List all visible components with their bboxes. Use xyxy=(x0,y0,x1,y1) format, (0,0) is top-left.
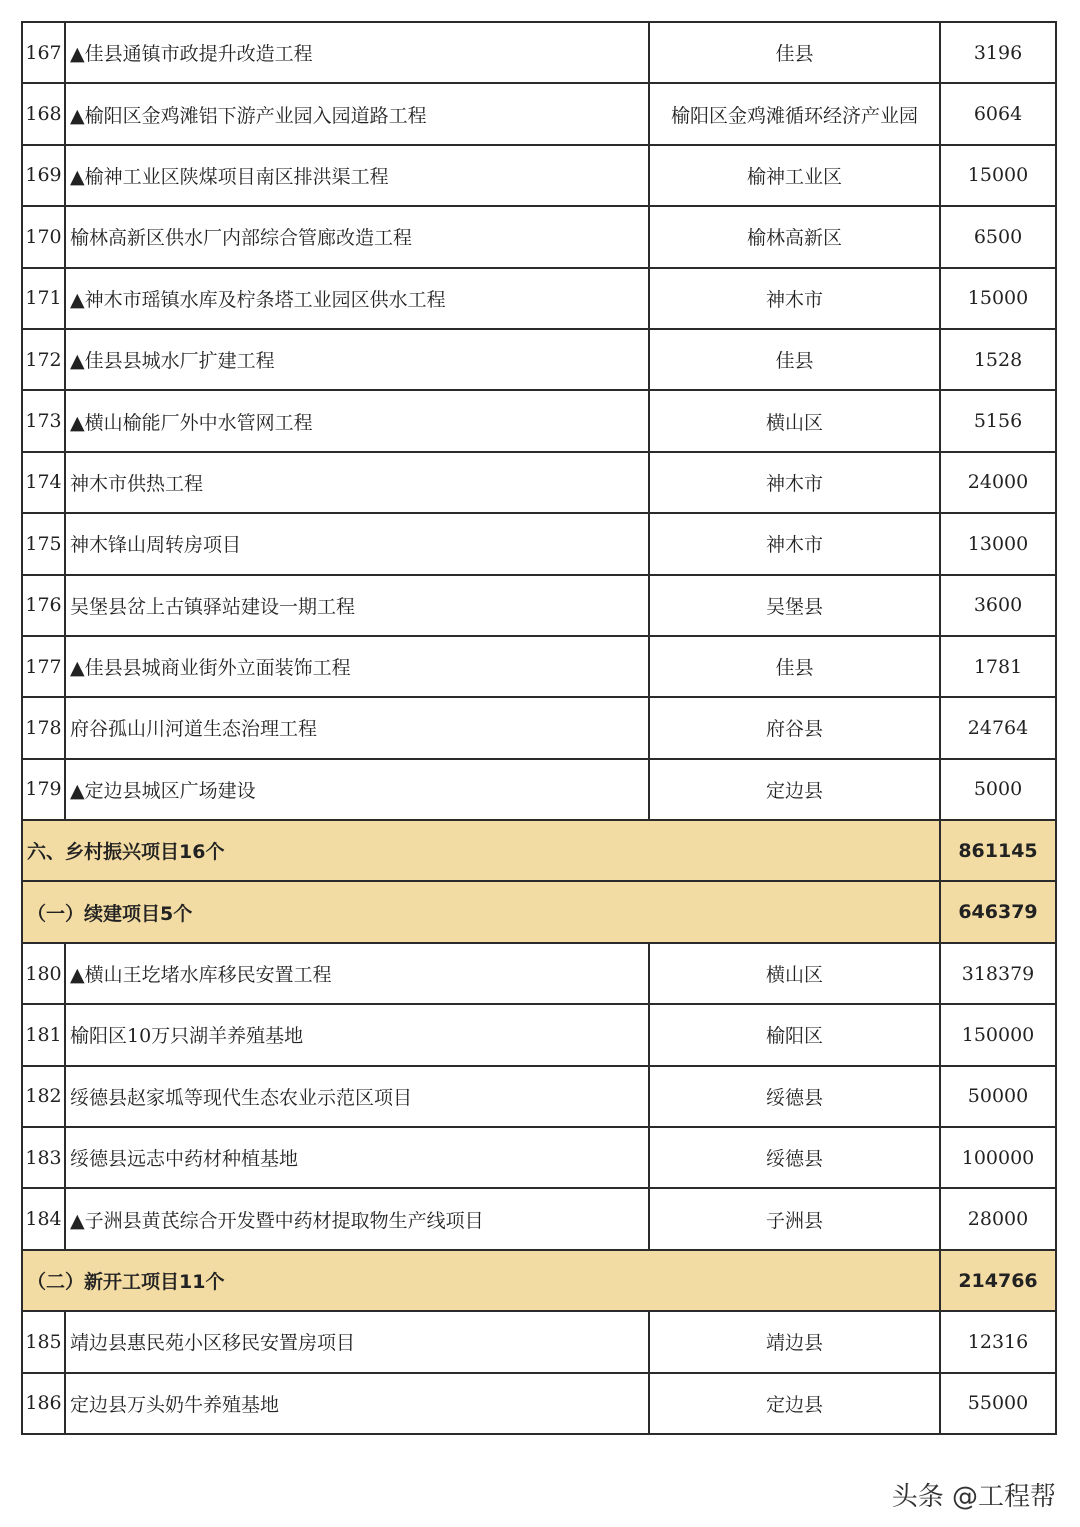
table-row xyxy=(22,513,1056,574)
section-amount: 646379 xyxy=(940,881,1056,942)
project-location: 绥德县 xyxy=(649,1066,940,1127)
project-location: 定边县 xyxy=(649,1373,940,1434)
project-amount: 55000 xyxy=(940,1373,1056,1434)
project-name: 定边县万头奶牛养殖基地 xyxy=(65,1373,649,1434)
watermark: 头条 @工程帮 xyxy=(891,1482,1056,1512)
project-amount: 1528 xyxy=(940,329,1056,390)
project-location: 横山区 xyxy=(649,390,940,451)
project-amount: 12316 xyxy=(940,1311,1056,1372)
project-name: 神木锋山周转房项目 xyxy=(65,513,649,574)
project-location: 佳县 xyxy=(649,329,940,390)
row-number: 181 xyxy=(22,1004,65,1065)
row-number: 178 xyxy=(22,697,65,758)
section-row xyxy=(22,1250,1056,1311)
project-location: 绥德县 xyxy=(649,1127,940,1188)
table-row xyxy=(22,329,1056,390)
project-name: 榆林高新区供水厂内部综合管廊改造工程 xyxy=(65,206,649,267)
row-number: 184 xyxy=(22,1188,65,1249)
project-location: 横山区 xyxy=(649,943,940,1004)
row-number: 182 xyxy=(22,1066,65,1127)
row-number: 174 xyxy=(22,452,65,513)
row-number: 173 xyxy=(22,390,65,451)
project-name: ▲佳县县城水厂扩建工程 xyxy=(65,329,649,390)
row-number: 185 xyxy=(22,1311,65,1372)
table-row xyxy=(22,1066,1056,1127)
project-location: 靖边县 xyxy=(649,1311,940,1372)
row-number: 179 xyxy=(22,759,65,820)
project-name: 吴堡县岔上古镇驿站建设一期工程 xyxy=(65,575,649,636)
project-location: 佳县 xyxy=(649,22,940,83)
table-row xyxy=(22,1127,1056,1188)
project-name: ▲佳县县城商业街外立面装饰工程 xyxy=(65,636,649,697)
project-location: 佳县 xyxy=(649,636,940,697)
project-name: ▲子洲县黄芪综合开发暨中药材提取物生产线项目 xyxy=(65,1188,649,1249)
section-amount: 861145 xyxy=(940,820,1056,881)
project-amount: 13000 xyxy=(940,513,1056,574)
project-name: 神木市供热工程 xyxy=(65,452,649,513)
project-amount: 50000 xyxy=(940,1066,1056,1127)
project-amount: 15000 xyxy=(940,268,1056,329)
table-row xyxy=(22,943,1056,1004)
project-amount: 28000 xyxy=(940,1188,1056,1249)
project-name: ▲榆神工业区陕煤项目南区排洪渠工程 xyxy=(65,145,649,206)
project-name: 绥德县远志中药材种植基地 xyxy=(65,1127,649,1188)
project-location: 榆神工业区 xyxy=(649,145,940,206)
table-row xyxy=(22,1004,1056,1065)
project-name: 榆阳区10万只湖羊养殖基地 xyxy=(65,1004,649,1065)
project-amount: 3600 xyxy=(940,575,1056,636)
project-amount: 6064 xyxy=(940,83,1056,144)
project-location: 神木市 xyxy=(649,513,940,574)
project-amount: 6500 xyxy=(940,206,1056,267)
section-amount: 214766 xyxy=(940,1250,1056,1311)
table-row xyxy=(22,22,1056,83)
table-row xyxy=(22,1373,1056,1434)
row-number: 176 xyxy=(22,575,65,636)
project-amount: 100000 xyxy=(940,1127,1056,1188)
row-number: 172 xyxy=(22,329,65,390)
project-amount: 3196 xyxy=(940,22,1056,83)
table-row xyxy=(22,83,1056,144)
project-amount: 5156 xyxy=(940,390,1056,451)
table-row xyxy=(22,206,1056,267)
project-amount: 24000 xyxy=(940,452,1056,513)
row-number: 170 xyxy=(22,206,65,267)
project-name: ▲佳县通镇市政提升改造工程 xyxy=(65,22,649,83)
project-location: 吴堡县 xyxy=(649,575,940,636)
row-number: 171 xyxy=(22,268,65,329)
project-amount: 5000 xyxy=(940,759,1056,820)
table-row xyxy=(22,390,1056,451)
project-amount: 1781 xyxy=(940,636,1056,697)
table-row xyxy=(22,1311,1056,1372)
project-name: ▲定边县城区广场建设 xyxy=(65,759,649,820)
section-row xyxy=(22,820,1056,881)
row-number: 168 xyxy=(22,83,65,144)
section-row xyxy=(22,881,1056,942)
table-row xyxy=(22,575,1056,636)
project-amount: 150000 xyxy=(940,1004,1056,1065)
project-location: 定边县 xyxy=(649,759,940,820)
row-number: 177 xyxy=(22,636,65,697)
table-row xyxy=(22,1188,1056,1249)
project-name: ▲横山王圪堵水库移民安置工程 xyxy=(65,943,649,1004)
project-name: ▲榆阳区金鸡滩铝下游产业园入园道路工程 xyxy=(65,83,649,144)
project-location: 榆阳区金鸡滩循环经济产业园 xyxy=(649,83,940,144)
project-amount: 15000 xyxy=(940,145,1056,206)
row-number: 169 xyxy=(22,145,65,206)
project-amount: 24764 xyxy=(940,697,1056,758)
project-name: 绥德县赵家坬等现代生态农业示范区项目 xyxy=(65,1066,649,1127)
project-location: 子洲县 xyxy=(649,1188,940,1249)
section-label: 六、乡村振兴项目16个 xyxy=(22,820,940,881)
project-amount: 318379 xyxy=(940,943,1056,1004)
row-number: 175 xyxy=(22,513,65,574)
row-number: 180 xyxy=(22,943,65,1004)
project-name: ▲横山榆能厂外中水管网工程 xyxy=(65,390,649,451)
project-table xyxy=(21,21,1057,1435)
table-row xyxy=(22,145,1056,206)
section-label: （一）续建项目5个 xyxy=(22,881,940,942)
table-row xyxy=(22,759,1056,820)
table-row xyxy=(22,268,1056,329)
project-location: 榆林高新区 xyxy=(649,206,940,267)
project-name: 府谷孤山川河道生态治理工程 xyxy=(65,697,649,758)
row-number: 183 xyxy=(22,1127,65,1188)
table-row xyxy=(22,636,1056,697)
row-number: 186 xyxy=(22,1373,65,1434)
row-number: 167 xyxy=(22,22,65,83)
project-location: 神木市 xyxy=(649,268,940,329)
project-location: 榆阳区 xyxy=(649,1004,940,1065)
project-location: 府谷县 xyxy=(649,697,940,758)
table-row xyxy=(22,452,1056,513)
project-name: ▲神木市瑶镇水库及柠条塔工业园区供水工程 xyxy=(65,268,649,329)
table-row xyxy=(22,697,1056,758)
project-name: 靖边县惠民苑小区移民安置房项目 xyxy=(65,1311,649,1372)
project-location: 神木市 xyxy=(649,452,940,513)
section-label: （二）新开工项目11个 xyxy=(22,1250,940,1311)
